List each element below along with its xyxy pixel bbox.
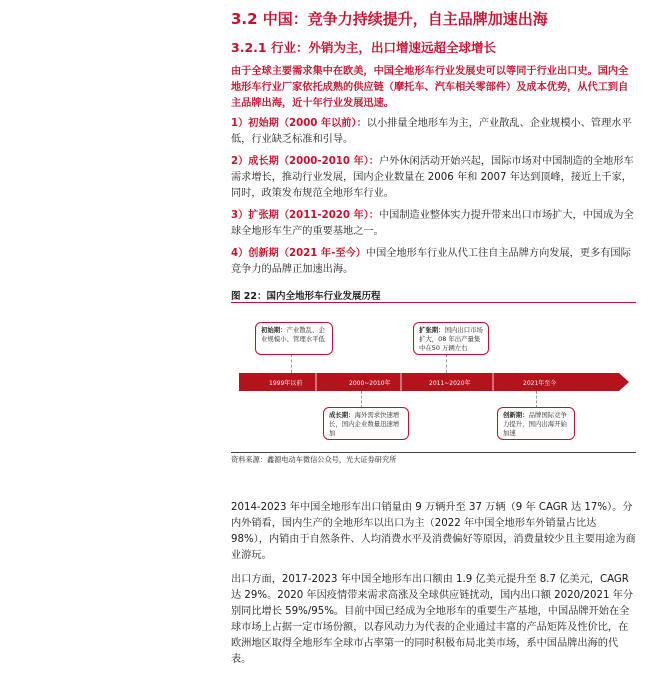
- timeline-label-4: 2021年至今: [523, 380, 557, 387]
- timeline-label-1: 1999年以前: [269, 380, 303, 387]
- period-paragraph-2: [231, 154, 636, 202]
- stage-box-text-4: 品牌国际竞争力提升，国内出海开始加速: [503, 411, 567, 437]
- stage-box-label-2: 成长期：: [329, 411, 355, 419]
- subsection-title: 3.2.1 行业：外销为主，出口增速远超全球增长: [231, 40, 496, 55]
- period-text-3: 中国制造业整体实力提升带来出口市场扩大，中国成为全球全地形车生产的重要基地之一。: [231, 210, 634, 237]
- export-volume-paragraph: 2014-2023 年中国全地形车出口销量由 9 万辆升至 37 万辆（9 年 CAGR 达 17%）。分内外销看，国内生产的全地形车以出口为主（2022 年中国全地形车外销量占比达 98%），内销由于自然条件、人均消费水平及消费偏好等原因，消费量较少且主要用途为商业游玩。: [231, 502, 636, 561]
- period-text-1: 以小排量全地形车为主，产业散乱、企业规模小、管理水平低，行业缺乏标准和引导。: [231, 118, 632, 145]
- leader-line-1: [291, 354, 292, 373]
- stage-box-text-1: 产业散乱、企业规模小、管理水平低: [261, 326, 325, 343]
- period-paragraph-3: [231, 208, 636, 240]
- stage-box-expansion: [413, 322, 489, 355]
- period-label-4: 4）创新期（2021 年-至今）: [231, 248, 366, 259]
- period-paragraph-1: [231, 116, 636, 148]
- leader-line-2: [361, 391, 362, 408]
- period-text-2: 户外休闲活动开始兴起，国际市场对中国制造的全地形车需求增长，推动行业发展，国内企业数量在 2006 年和 2007 年达到顶峰，接近上千家，同时，政策发布规范全地形车行业。: [231, 156, 634, 199]
- stage-box-text-3: 国内出口市场扩大，08 年出产量集中在50 万辆左右: [419, 326, 483, 352]
- period-paragraph-4: [231, 246, 636, 278]
- stage-box-text-2: 海外需求快速增长，国内企业数量迅速增加: [329, 411, 400, 437]
- section-title: 3.2 中国：竞争力持续提升，自主品牌加速出海: [231, 10, 548, 28]
- period-label-3: 3）扩张期（2011-2020 年）：: [231, 210, 379, 221]
- period-label-1: 1）初始期（2000 年以前）：: [231, 118, 367, 129]
- timeline-label-3: 2011~2020年: [429, 380, 471, 387]
- period-text-4: 中国全地形车行业从代工往自主品牌方向发展，更多有国际竞争力的品牌正加速出海。: [231, 248, 631, 275]
- figure-source: 资料来源：鑫源电动车微信公众号，光大证券研究所: [231, 455, 397, 464]
- intro-paragraph: 由于全球主要需求集中在欧美，中国全地形车行业发展史可以等同于行业出口史。国内全地形车行业厂家依托成熟的供应链（摩托车、汽车相关零部件）及成本优势，从代工到自主品牌出海，近十年行业发展迅速。: [231, 66, 629, 109]
- figure-title: 图 22：国内全地形车行业发展历程: [231, 291, 381, 302]
- stage-box-innovation: [497, 407, 575, 440]
- period-label-2: 2）成长期（2000-2010 年）：: [231, 156, 379, 167]
- stage-box-label-3: 扩张期：: [419, 326, 445, 334]
- stage-box-initial: [255, 322, 333, 355]
- stage-box-label-1: 初始期：: [261, 326, 287, 334]
- stage-box-label-4: 创新期：: [503, 411, 529, 419]
- leader-line-3: [446, 354, 447, 373]
- timeline-figure: [231, 304, 636, 452]
- timeline-label-2: 2000~2010年: [349, 380, 391, 387]
- export-value-paragraph: 出口方面，2017-2023 年中国全地形车出口额由 1.9 亿美元提升至 8.7 亿美元，CAGR 达 29%。2020 年因疫情带来需求高涨及全球供应链扰动，国内出口额 2020/2021 年分别同比增长 59%/95%。目前中国已经成为全地形车的重要生产基地，中国品牌开始在全球市场上占据一定市场份额，以春风动力为代表的企业通过丰富的产品矩阵及性价比，在欧洲地区取得全地形车全球市占率第一的同时积极布局北美市场，系中国品牌出海的代表。: [231, 574, 634, 665]
- figure-bottom-rule: [231, 452, 636, 453]
- stage-box-growth: [323, 407, 409, 440]
- leader-line-4: [536, 391, 537, 408]
- figure-top-rule: [231, 302, 636, 303]
